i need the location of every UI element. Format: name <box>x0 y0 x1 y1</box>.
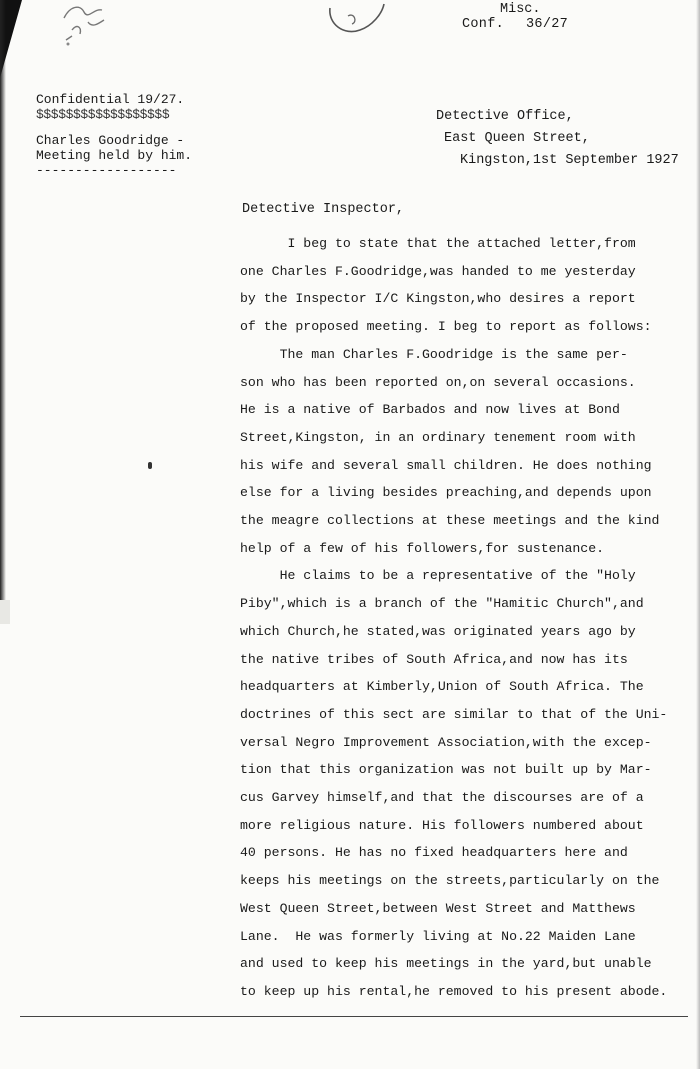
address-line-2: East Queen Street, <box>444 131 590 146</box>
body-line: the native tribes of South Africa,and now has its <box>240 651 628 667</box>
body-line: by the Inspector I/C Kingston,who desires a report <box>240 291 636 307</box>
body-line: Lane. He was formerly living at No.22 Maiden Lane <box>240 928 636 944</box>
body-line: tion that this organization was not built up by Mar- <box>240 762 652 778</box>
body-line: more religious nature. His followers numbered about <box>240 817 644 833</box>
body-line: Street,Kingston, in an ordinary tenement room with <box>240 429 636 445</box>
struck-through-line: $$$$$$$$$$$$$$$$$$ <box>36 107 170 122</box>
misc-label: Misc. <box>500 2 541 17</box>
body-line: I beg to state that the attached letter,from <box>240 236 636 251</box>
body-line: one Charles F.Goodridge,was handed to me yesterday <box>240 263 636 279</box>
letter-body <box>240 230 690 1006</box>
body-line: He is a native of Barbados and now lives at Bond <box>240 402 620 418</box>
body-line: his wife and several small children. He does nothing <box>240 457 652 473</box>
body-line: West Queen Street,between West Street and Matthews <box>240 900 636 916</box>
conf-number: 36/27 <box>526 17 569 32</box>
subject-underline: ------------------ <box>36 163 177 178</box>
handwritten-scribble <box>58 0 114 48</box>
body-line: to keep up his rental,he removed to his present abode. <box>240 983 668 999</box>
body-line: The man Charles F.Goodridge is the same per- <box>240 346 628 362</box>
body-line: versal Negro Improvement Association,with the excep- <box>240 734 652 750</box>
body-line: help of a few of his followers,for sustenance. <box>240 540 605 556</box>
body-line: Piby",which is a branch of the "Hamitic Church",and <box>240 596 644 612</box>
scan-left-edge <box>0 0 6 600</box>
confidential-reference: Confidential 19/27. <box>36 92 185 107</box>
scan-right-edge <box>696 0 700 1069</box>
page-bottom-rule <box>20 1016 688 1017</box>
subject-line-1: Charles Goodridge - <box>36 133 185 148</box>
sender-address <box>436 106 679 172</box>
paper-edge-mark <box>0 600 10 624</box>
salutation: Detective Inspector, <box>242 202 405 217</box>
body-line: of the proposed meeting. I beg to report as follows: <box>240 319 652 335</box>
address-line-1: Detective Office, <box>436 109 574 124</box>
body-line: He claims to be a representative of the "Holy <box>240 568 636 584</box>
handwritten-initial-mark <box>326 2 388 36</box>
body-line: headquarters at Kimberly,Union of South Africa. The <box>240 679 644 695</box>
subject-line-2: Meeting held by him. <box>36 148 193 163</box>
body-line: cus Garvey himself,and that the discourses are of a <box>240 790 644 806</box>
ink-speck <box>148 462 152 469</box>
body-line: else for a living besides preaching,and depends upon <box>240 485 652 501</box>
conf-label: Conf. <box>462 17 505 32</box>
body-line: 40 persons. He has no fixed headquarters here and <box>240 845 628 861</box>
body-line: which Church,he stated,was originated years ago by <box>240 623 636 639</box>
body-line: doctrines of this sect are similar to that of the Uni- <box>240 706 668 722</box>
body-line: keeps his meetings on the streets,particularly on the <box>240 873 660 889</box>
body-line: the meagre collections at these meetings and the kind <box>240 513 660 529</box>
conf-reference <box>462 17 568 32</box>
address-line-3: Kingston,1st September 1927 <box>460 153 679 168</box>
body-line: and used to keep his meetings in the yard,but unable <box>240 956 652 972</box>
subject-block <box>36 92 192 178</box>
body-line: son who has been reported on,on several occasions. <box>240 374 636 390</box>
